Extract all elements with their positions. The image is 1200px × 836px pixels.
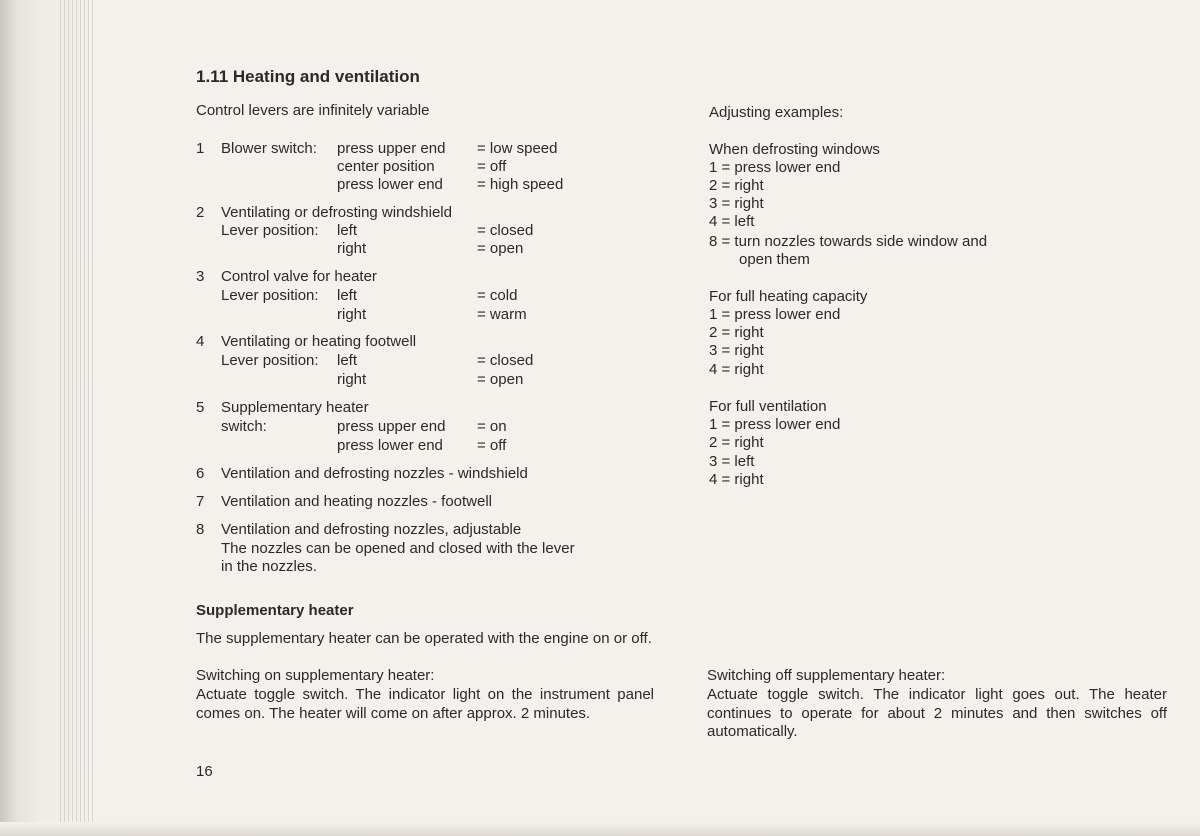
item-label: switch: (221, 418, 267, 435)
example-line: 3 = left (709, 453, 755, 470)
page-edge-stack (60, 0, 96, 836)
item-line: in the nozzles. (221, 558, 317, 575)
example-line: 2 = right (709, 434, 764, 451)
item-value: = off (477, 158, 507, 175)
item-line: The nozzles can be opened and closed with the lever (221, 540, 575, 557)
item-label: Blower switch: (221, 140, 317, 157)
item-number: 2 (196, 204, 205, 221)
item-value: = on (477, 418, 507, 435)
item-value: = low speed (477, 140, 558, 157)
item-value: = closed (477, 222, 534, 239)
example-line: 2 = right (709, 177, 764, 194)
item-label: Lever position: (221, 352, 319, 369)
item-position: left (337, 222, 358, 239)
item-position: center position (337, 158, 435, 175)
item-title: Ventilating or heating footwell (221, 333, 417, 350)
item-value: = cold (477, 287, 518, 304)
item-label: Lever position: (221, 287, 319, 304)
item-position: left (337, 287, 358, 304)
page-number: 16 (196, 763, 213, 780)
item-value: = off (477, 437, 507, 454)
example-title: When defrosting windows (709, 141, 880, 158)
example-line: 4 = right (709, 471, 764, 488)
example-line: 4 = right (709, 361, 764, 378)
item-number: 3 (196, 268, 205, 285)
example-line: 4 = left (709, 213, 755, 230)
section-heading: 1.11 Heating and ventilation (196, 67, 420, 86)
subsection-heading: Supplementary heater (196, 602, 354, 619)
example-line: 1 = press lower end (709, 416, 841, 433)
page-bottom-edge (0, 822, 1200, 836)
item-title: Ventilation and defrosting nozzles - windshield (221, 465, 528, 482)
item-position: right (337, 240, 367, 257)
item-title: Ventilating or defrosting windshield (221, 204, 452, 221)
item-value: = open (477, 371, 524, 388)
switch-on-text: Actuate toggle switch. The indicator light on the instrument panel comes on. The heater will come on after approx. 2 minutes. (196, 686, 654, 722)
item-position: press lower end (337, 176, 443, 193)
item-position: press upper end (337, 140, 446, 157)
item-position: left (337, 352, 358, 369)
item-title: Ventilation and defrosting nozzles, adjustable (221, 521, 522, 538)
item-value: = high speed (477, 176, 564, 193)
item-position: right (337, 306, 367, 323)
item-value: = open (477, 240, 524, 257)
item-value: = warm (477, 306, 527, 323)
item-position: press upper end (337, 418, 446, 435)
example-line: 2 = right (709, 324, 764, 341)
item-position: press lower end (337, 437, 443, 454)
example-line: 1 = press lower end (709, 306, 841, 323)
item-number: 8 (196, 521, 205, 538)
examples-heading: Adjusting examples: (709, 104, 844, 121)
item-number: 6 (196, 465, 205, 482)
item-number: 4 (196, 333, 205, 350)
item-number: 7 (196, 493, 205, 510)
example-line: open them (739, 251, 810, 268)
example-title: For full ventilation (709, 398, 827, 415)
item-title: Control valve for heater (221, 268, 377, 285)
supp-paragraph: The supplementary heater can be operated with the engine on or off. (196, 630, 652, 647)
item-title: Supplementary heater (221, 399, 369, 416)
example-line: 8 = turn nozzles towards side window and (709, 233, 988, 250)
example-line: 3 = right (709, 342, 764, 359)
item-value: = closed (477, 352, 534, 369)
example-line: 3 = right (709, 195, 764, 212)
item-title: Ventilation and heating nozzles - footwell (221, 493, 493, 510)
switch-off-text: Actuate toggle switch. The indicator light goes out. The heater continues to operate for about 2 minutes and then switches off automatically. (707, 686, 1167, 740)
switch-off-title: Switching off supplementary heater: (707, 667, 946, 684)
example-line: 1 = press lower end (709, 159, 841, 176)
item-number: 5 (196, 399, 205, 416)
intro-text: Control levers are infinitely variable (196, 102, 430, 119)
item-label: Lever position: (221, 222, 319, 239)
item-position: right (337, 371, 367, 388)
switch-on-title: Switching on supplementary heater: (196, 667, 435, 684)
item-number: 1 (196, 140, 205, 157)
example-title: For full heating capacity (709, 288, 868, 305)
